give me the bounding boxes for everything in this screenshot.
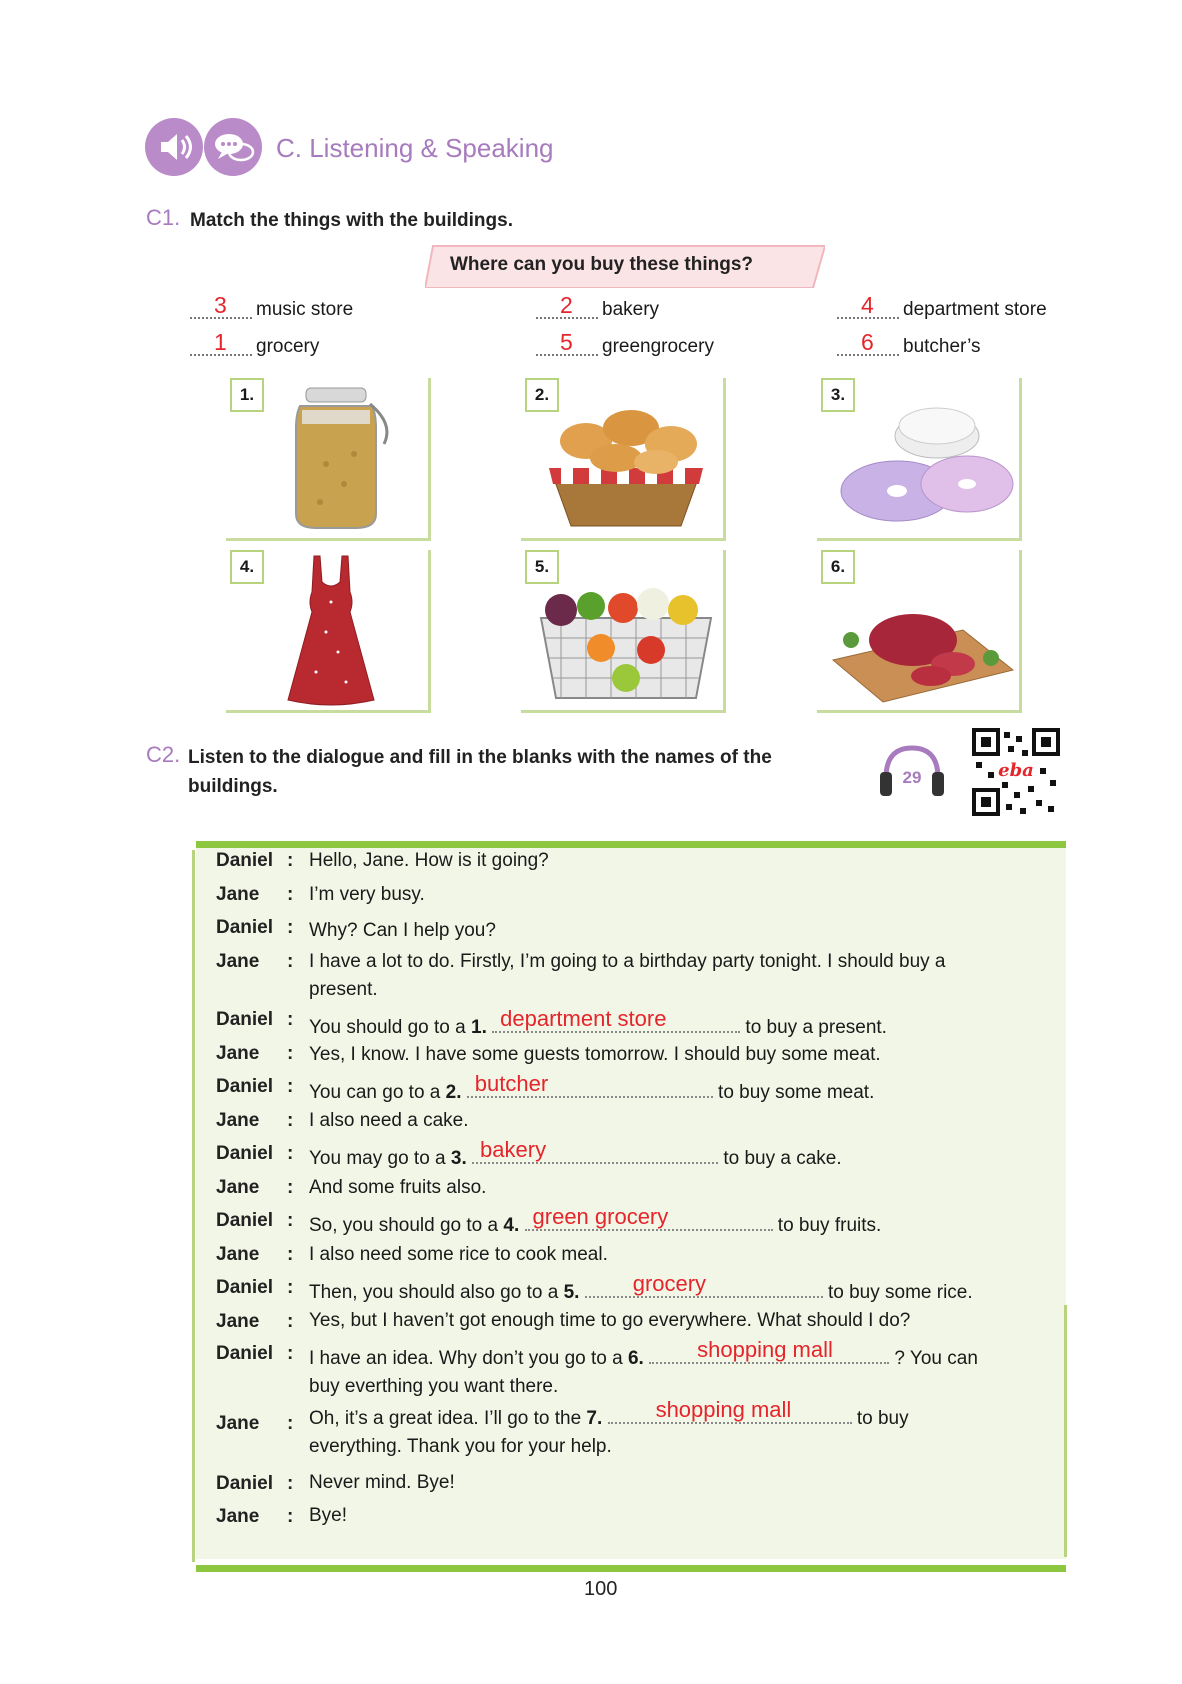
cd-icon <box>837 396 1017 531</box>
speaker-name: Daniel <box>216 1473 274 1494</box>
track-number: 29 <box>902 768 922 787</box>
dress-icon <box>276 552 386 708</box>
dialogue-line-part: I have a lot to do. Firstly, I’m going to a birthday party tonight. I should buy a <box>309 951 946 972</box>
speaker-name: Daniel <box>216 917 274 938</box>
dialogue-line-part: buy everthing you want there. <box>309 1376 559 1397</box>
picture-frame <box>521 378 726 541</box>
picture-number: 5. <box>525 550 559 584</box>
match-answer: 1 <box>214 329 227 355</box>
line-text: to buy a cake. <box>718 1148 842 1169</box>
dialogue-line: Hello, Jane. How is it going? <box>309 850 549 871</box>
bread-basket-icon <box>541 396 711 536</box>
blank-number: 2. <box>445 1082 462 1103</box>
qr-brand-label: eba <box>996 760 1036 781</box>
line-text: ? You can <box>889 1348 978 1369</box>
dialogue-line: I also need a cake. <box>309 1110 469 1131</box>
line-text: to buy a present. <box>740 1017 887 1038</box>
picture-frame <box>226 550 431 713</box>
speaker-colon: : <box>287 1076 294 1097</box>
match-answer: 4 <box>861 292 874 318</box>
filled-answer: green grocery <box>532 1204 669 1229</box>
line-text: to buy fruits. <box>772 1215 882 1236</box>
answer-blank[interactable] <box>467 1071 713 1098</box>
blank-number: 6. <box>627 1348 644 1369</box>
picture-frame <box>226 378 431 541</box>
speaker-name: Jane <box>216 1244 260 1265</box>
speaker-colon: : <box>287 1009 294 1030</box>
line-text: I have an idea. Why don’t you go to a <box>309 1348 628 1369</box>
answer-blank[interactable] <box>472 1137 718 1164</box>
speaker-icon-circle <box>145 118 203 176</box>
dialogue-line <box>309 1397 1029 1461</box>
line-text: You may go to a <box>309 1148 451 1169</box>
blank-number: 7. <box>586 1408 603 1429</box>
answer-blank[interactable] <box>585 1271 823 1298</box>
dialogue-line: I also need some rice to cook meal. <box>309 1244 608 1265</box>
dialogue-left-border <box>192 850 195 1562</box>
blank-number: 4. <box>503 1215 520 1236</box>
blank-number: 5. <box>563 1282 580 1303</box>
filled-answer: department store <box>500 1006 667 1031</box>
line-text: So, you should go to a <box>309 1215 504 1236</box>
picture-frame <box>817 378 1022 541</box>
match-item[interactable] <box>190 292 390 321</box>
speaker-name: Jane <box>216 1413 260 1434</box>
speaker-colon: : <box>287 1210 294 1231</box>
c2-number: C2. <box>146 742 181 767</box>
match-answer: 6 <box>861 329 874 355</box>
picture-frame <box>817 550 1022 713</box>
line-text: You should go to a <box>309 1017 471 1038</box>
line-text: to buy <box>851 1408 909 1429</box>
speaker-name: Jane <box>216 951 260 972</box>
speaker-colon: : <box>287 1277 294 1298</box>
speaker-name: Daniel <box>216 1009 274 1030</box>
c2-instruction-line2: buildings. <box>188 776 278 797</box>
speaker-colon: : <box>287 1143 294 1164</box>
blank-number: 3. <box>450 1148 467 1169</box>
match-item[interactable] <box>536 329 736 358</box>
speaker-colon: : <box>287 850 294 871</box>
speaker-name: Jane <box>216 884 260 905</box>
dialogue-line: Why? Can I help you? <box>309 920 496 941</box>
dialogue-right-border <box>1064 1305 1067 1557</box>
match-item[interactable] <box>837 292 1077 321</box>
match-label: department store <box>903 299 1047 320</box>
answer-blank[interactable] <box>649 1337 889 1364</box>
match-label: grocery <box>256 336 320 357</box>
banner-question: Where can you buy these things? <box>450 254 753 275</box>
speech-bubbles-icon-circle <box>204 118 262 176</box>
speaker-colon: : <box>287 1506 294 1527</box>
speaker-name: Jane <box>216 1110 260 1131</box>
speaker-name: Jane <box>216 1043 260 1064</box>
speaker-name: Daniel <box>216 850 274 871</box>
filled-answer: shopping mall <box>697 1337 833 1362</box>
line-text: Oh, it’s a great idea. I’ll go to the <box>309 1408 587 1429</box>
c1-number: C1. <box>146 205 181 230</box>
c2-instruction-line1: Listen to the dialogue and fill in the blanks with the names of the <box>188 747 772 768</box>
filled-answer: shopping mall <box>655 1397 792 1422</box>
speaker-colon: : <box>287 1413 294 1434</box>
dialogue-line <box>309 1137 1029 1173</box>
speaker-colon: : <box>287 1177 294 1198</box>
filled-answer: butcher <box>474 1071 549 1096</box>
picture-frame <box>521 550 726 713</box>
speaker-colon: : <box>287 951 294 972</box>
dialogue-line <box>309 1204 1029 1240</box>
speaker-colon: : <box>287 1043 294 1064</box>
dialogue-line <box>309 948 1029 1004</box>
dialogue-line-part: everything. Thank you for your help. <box>309 1436 612 1457</box>
match-label: music store <box>256 299 354 320</box>
match-label: bakery <box>602 299 660 320</box>
dialogue-line-part: present. <box>309 979 378 1000</box>
meat-icon <box>823 580 1019 706</box>
speaker-colon: : <box>287 917 294 938</box>
answer-blank[interactable] <box>608 1397 852 1424</box>
speaker-colon: : <box>287 1110 294 1131</box>
speaker-icon <box>145 118 203 176</box>
blank-number: 1. <box>471 1017 487 1038</box>
picture-number: 4. <box>230 550 264 584</box>
answer-blank[interactable] <box>492 1006 740 1033</box>
dialogue-line: Never mind. Bye! <box>309 1472 455 1493</box>
jar-icon <box>266 384 406 534</box>
speaker-name: Jane <box>216 1506 260 1527</box>
dialogue-line <box>309 1006 1029 1042</box>
speaker-name: Jane <box>216 1311 260 1332</box>
dialogue-line: Bye! <box>309 1505 348 1526</box>
filled-answer: bakery <box>480 1137 547 1162</box>
headphones-audio-button[interactable] <box>876 742 948 802</box>
picture-number: 1. <box>230 378 264 412</box>
dialogue-line <box>309 1337 1029 1401</box>
speaker-name: Daniel <box>216 1277 274 1298</box>
line-text: to buy some rice. <box>822 1282 973 1303</box>
qr-code[interactable] <box>972 728 1060 816</box>
picture-number: 3. <box>821 378 855 412</box>
speaker-name: Daniel <box>216 1210 274 1231</box>
dialogue-bottom-bar <box>196 1565 1066 1572</box>
filled-answer: grocery <box>632 1271 707 1296</box>
match-answer: 5 <box>560 329 573 355</box>
c1-instruction: Match the things with the buildings. <box>190 210 513 231</box>
dialogue-line: And some fruits also. <box>309 1177 487 1198</box>
dialogue-line: Yes, I know. I have some guests tomorrow. I should buy some meat. <box>309 1044 881 1065</box>
speaker-colon: : <box>287 884 294 905</box>
line-text: to buy some meat. <box>712 1082 875 1103</box>
speaker-colon: : <box>287 1473 294 1494</box>
page-number: 100 <box>584 1578 618 1600</box>
section-title: C. Listening & Speaking <box>276 133 554 163</box>
line-text: You can go to a <box>309 1082 446 1103</box>
line-text: Then, you should also go to a <box>309 1282 564 1303</box>
answer-blank[interactable] <box>525 1204 773 1231</box>
speaker-colon: : <box>287 1244 294 1265</box>
speaker-colon: : <box>287 1311 294 1332</box>
match-item[interactable] <box>190 329 390 358</box>
speaker-name: Daniel <box>216 1343 274 1364</box>
picture-number: 2. <box>525 378 559 412</box>
match-item[interactable] <box>536 292 736 321</box>
speech-bubbles-icon <box>204 118 262 176</box>
match-answer: 3 <box>214 292 227 318</box>
speaker-colon: : <box>287 1343 294 1364</box>
dialogue-line: I’m very busy. <box>309 884 425 905</box>
dialogue-line <box>309 1071 1029 1107</box>
match-answer: 2 <box>560 292 573 318</box>
dialogue-line: Yes, but I haven’t got enough time to go everywhere. What should I do? <box>309 1310 911 1331</box>
speaker-name: Jane <box>216 1177 260 1198</box>
dialogue-line <box>309 1271 1029 1307</box>
match-item[interactable] <box>837 329 1077 358</box>
match-label: butcher’s <box>903 336 981 357</box>
vegetables-icon <box>531 578 721 708</box>
match-label: greengrocery <box>602 336 714 357</box>
speaker-name: Daniel <box>216 1076 274 1097</box>
speaker-name: Daniel <box>216 1143 274 1164</box>
picture-number: 6. <box>821 550 855 584</box>
